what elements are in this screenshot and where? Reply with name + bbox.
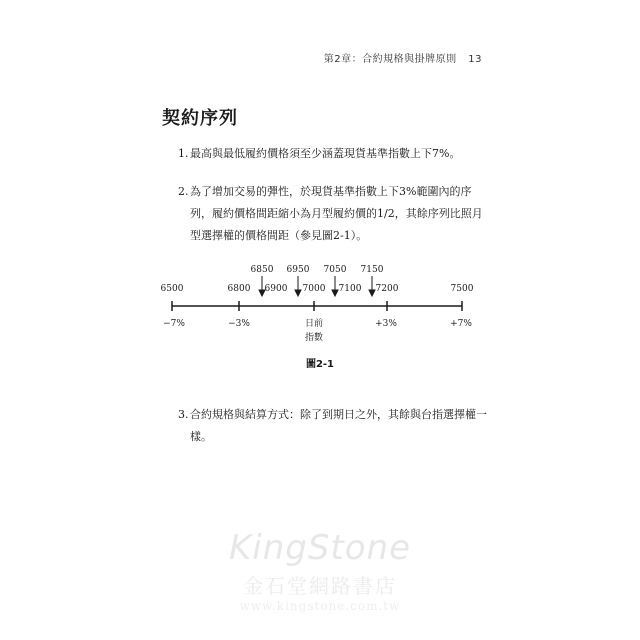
bottom-label-index: 指數 bbox=[304, 333, 324, 343]
figure-caption: 圖2-1 bbox=[305, 359, 335, 370]
lower-label-6500: 6500 bbox=[160, 284, 184, 294]
lower-label-7200: 7200 bbox=[375, 284, 399, 294]
upper-label-6950: 6950 bbox=[286, 265, 310, 275]
page-number: 13 bbox=[468, 54, 482, 65]
lower-label-6800: 6800 bbox=[227, 284, 251, 294]
bottom-label-minus-7: −7% bbox=[163, 319, 185, 329]
list-item bbox=[178, 404, 490, 448]
lower-label-7000: 7000 bbox=[302, 284, 326, 294]
list-item bbox=[178, 143, 478, 165]
down-arrow-icon bbox=[332, 276, 338, 296]
watermark bbox=[200, 528, 440, 613]
list-item-text: 為了增加交易的彈性，於現貨基準指數上下3%範圍內的序列，履約價格間距縮小為月型履約價的1/2，其餘序列比照月型選擇權的價格間距（參見圖2-1）。 bbox=[190, 185, 483, 242]
section-title: 契約序列 bbox=[162, 108, 238, 129]
bottom-label-plus-3: +3% bbox=[375, 319, 397, 329]
upper-label-6850: 6850 bbox=[250, 265, 274, 275]
list-item bbox=[178, 181, 490, 247]
list-item-text: 合約規格與結算方式：除了到期日之外，其餘與台指選擇權一樣。 bbox=[190, 408, 487, 443]
bottom-label-plus-7: +7% bbox=[450, 319, 472, 329]
watermark-url: www.kingstone.com.tw bbox=[239, 599, 401, 613]
upper-label-7050: 7050 bbox=[323, 265, 347, 275]
list-item-number: 2. bbox=[178, 185, 189, 198]
running-header bbox=[324, 50, 482, 65]
upper-label-7150: 7150 bbox=[360, 265, 384, 275]
bottom-label-current: 日前 bbox=[304, 319, 324, 329]
watermark-logo: KingStone bbox=[228, 528, 412, 568]
lower-label-7500: 7500 bbox=[450, 284, 474, 294]
bottom-label-minus-3: −3% bbox=[228, 319, 250, 329]
list-item-number: 3. bbox=[178, 408, 189, 421]
strike-price-diagram bbox=[150, 260, 490, 350]
list-item-text: 最高與最低履約價格須至少涵蓋現貨基準指數上下7%。 bbox=[190, 147, 461, 160]
down-arrow-icon bbox=[295, 276, 301, 296]
watermark-name: 金石堂網路書店 bbox=[243, 574, 397, 598]
lower-label-6900: 6900 bbox=[264, 284, 288, 294]
lower-label-7100: 7100 bbox=[338, 284, 362, 294]
list-item-number: 1. bbox=[178, 147, 189, 160]
down-arrow-icon bbox=[369, 276, 375, 296]
chapter-title: 第2章：合約規格與掛牌原則 bbox=[323, 54, 457, 65]
